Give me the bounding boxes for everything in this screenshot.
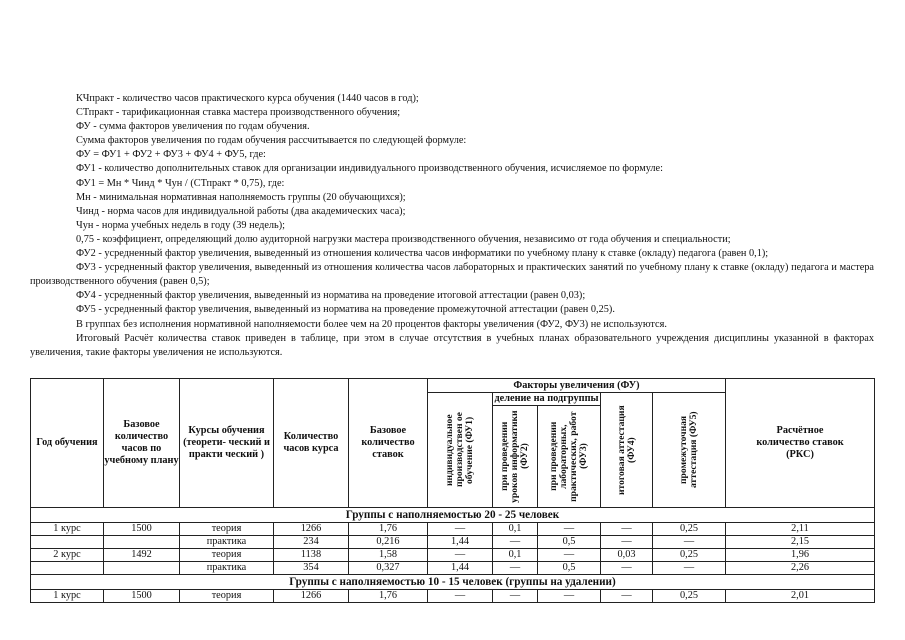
table-cell: практика — [180, 536, 274, 549]
table-cell: 2,26 — [726, 562, 875, 575]
rates-table-wrapper — [30, 378, 874, 603]
header-fu2: при проведении уроков информатики (ФУ2) — [499, 410, 530, 503]
table-cell: — — [601, 523, 653, 536]
paragraph: ФУ5 - усредненный фактор увеличения, выведенный из норматива на проведение промежуточной аттестации (равен 0,25). — [76, 304, 615, 316]
table-cell: 0,1 — [493, 523, 538, 536]
header-fu2-cell — [493, 406, 538, 508]
group-title: Группы с наполняемостью 10 - 15 человек (группы на удалении) — [31, 575, 875, 590]
table-row — [31, 549, 875, 562]
table-cell: — — [428, 523, 493, 536]
table-cell: 1500 — [104, 590, 180, 603]
paragraph: ФУ1 - количество дополнительных ставок для организации индивидуального производственного обучения, исчисляемое по формуле: — [76, 163, 663, 175]
header-base-hours: Базовое количество часов по учебному плану — [104, 379, 180, 508]
table-cell: 0,5 — [538, 562, 601, 575]
table-cell: — — [493, 590, 538, 603]
table-cell: 0,25 — [653, 590, 726, 603]
table-cell: 1,44 — [428, 536, 493, 549]
table-row — [31, 523, 875, 536]
table-cell: 1,76 — [349, 590, 428, 603]
table-cell: — — [493, 536, 538, 549]
header-fu1-cell — [428, 393, 493, 508]
table-cell: 1,58 — [349, 549, 428, 562]
table-cell: 0,5 — [538, 536, 601, 549]
table-cell: 2,11 — [726, 523, 875, 536]
table-cell: 1,44 — [428, 562, 493, 575]
header-fu4: итоговая аттестация (ФУ4) — [615, 405, 637, 495]
table-cell: 0,25 — [653, 523, 726, 536]
table-cell: 2 курс — [31, 549, 104, 562]
table-cell: — — [653, 536, 726, 549]
table-cell: 1266 — [274, 590, 349, 603]
group-header-row — [31, 508, 875, 523]
table-cell: 2,01 — [726, 590, 875, 603]
paragraph: СТпракт - тарификационная ставка мастера производственного обучения; — [76, 107, 401, 119]
paragraph: Мн - минимальная нормативная наполняемость группы (20 обучающихся); — [76, 191, 406, 203]
table-cell: 0,03 — [601, 549, 653, 562]
header-year: Год обучения — [31, 379, 104, 508]
document-text — [30, 92, 874, 360]
table-cell — [104, 562, 180, 575]
paragraph: 0,75 - коэффициент, определяющий долю аудиторной нагрузки мастера производственного обучения, независимо от года обучения и специальности; — [76, 233, 731, 245]
header-fu3-cell — [538, 406, 601, 508]
paragraph: Сумма факторов увеличения по годам обучения рассчитывается по следующей формуле: — [76, 135, 467, 147]
table-cell: 2,15 — [726, 536, 875, 549]
table-cell: 1,96 — [726, 549, 875, 562]
table-cell: — — [538, 590, 601, 603]
paragraph: ФУ = ФУ1 + ФУ2 + ФУ3 + ФУ4 + ФУ5, где: — [76, 149, 266, 161]
paragraph: Чинд - норма часов для индивидуальной работы (два академических часа); — [76, 205, 406, 217]
table-cell: 0,1 — [493, 549, 538, 562]
paragraph: ФУ - сумма факторов увеличения по годам обучения. — [76, 121, 310, 133]
header-fu1: индивидуальное производствен ое обучение (ФУ1) — [444, 412, 475, 488]
table-cell: 1 курс — [31, 523, 104, 536]
table-cell: 1138 — [274, 549, 349, 562]
header-subgroups: деление на подгруппы — [494, 393, 599, 405]
table-cell: 1492 — [104, 549, 180, 562]
table-cell: 0,25 — [653, 549, 726, 562]
paragraph: КЧпракт - количество часов практического курса обучения (1440 часов в год); — [76, 93, 419, 104]
rates-table — [30, 378, 875, 603]
table-cell: 0,216 — [349, 536, 428, 549]
table-cell: 1500 — [104, 523, 180, 536]
table-cell: — — [493, 562, 538, 575]
table-row — [31, 536, 875, 549]
paragraph: Итоговый Расчёт количества ставок приведен в таблице, при этом в случае отсутствия в учебных планах образовательного учреждения дисциплины указанной в факторах увеличения, такие факторы увеличения не используются. — [30, 332, 874, 358]
header-fu3: при проведении лабораторных, практических, работ (ФУ3) — [548, 411, 589, 502]
header-fu4-cell — [601, 393, 653, 508]
table-cell — [31, 536, 104, 549]
table-cell: 0,327 — [349, 562, 428, 575]
paragraph: В группах без исполнения нормативной наполняемости более чем на 20 процентов факторы увеличения (ФУ2, ФУ3) не используются. — [76, 318, 667, 330]
paragraph: ФУ1 = Мн * Чинд * Чун / (СТпракт * 0,75), где: — [76, 177, 285, 189]
header-result-label: Расчётное количество ставок (РКС) — [756, 425, 844, 460]
group-header-row — [31, 575, 875, 590]
paragraph: Чун - норма учебных недель в году (39 недель); — [76, 219, 286, 231]
table-cell: практика — [180, 562, 274, 575]
table-cell: — — [601, 562, 653, 575]
table-row — [31, 562, 875, 575]
table-cell: — — [428, 549, 493, 562]
table-cell: 354 — [274, 562, 349, 575]
table-cell: — — [601, 536, 653, 549]
header-result — [726, 379, 875, 508]
group-title: Группы с наполняемостью 20 - 25 человек — [31, 508, 875, 523]
paragraph: ФУ2 - усредненный фактор увеличения, выведенный из отношения количества часов информатики по учебному плану к ставке (окладу) педагога (равен 0,1); — [76, 248, 769, 260]
paragraph: ФУ4 - усредненный фактор увеличения, выведенный из норматива на проведение итоговой аттестации (равен 0,03); — [76, 290, 586, 302]
table-cell: 234 — [274, 536, 349, 549]
table-cell: 1 курс — [31, 590, 104, 603]
paragraph: ФУ3 - усредненный фактор увеличения, выведенный из отношения количества часов лабораторных и практических занятий по учебному плану к ставке (окладу) педагога и мастера производственного обучения (равен 0,5); — [30, 262, 874, 288]
table-cell: теория — [180, 549, 274, 562]
table-cell: 1266 — [274, 523, 349, 536]
table-cell: — — [538, 549, 601, 562]
table-cell — [104, 536, 180, 549]
table-cell: теория — [180, 523, 274, 536]
header-factors: Факторы увеличения (ФУ) — [428, 379, 726, 393]
header-fu5-cell — [653, 393, 726, 508]
header-courses: Курсы обучения (теорети- ческий и практи ческий ) — [180, 379, 274, 508]
table-cell: — — [601, 590, 653, 603]
header-fu5: промежуточная аттестация (ФУ5) — [678, 411, 699, 489]
table-cell: — — [428, 590, 493, 603]
table-row — [31, 590, 875, 603]
table-cell: теория — [180, 590, 274, 603]
header-base-rates: Базовое количество ставок — [349, 379, 428, 508]
table-cell — [31, 562, 104, 575]
table-cell: — — [538, 523, 601, 536]
header-course-hours: Количество часов курса — [274, 379, 349, 508]
table-body — [31, 508, 875, 603]
table-cell: 1,76 — [349, 523, 428, 536]
table-cell: — — [653, 562, 726, 575]
